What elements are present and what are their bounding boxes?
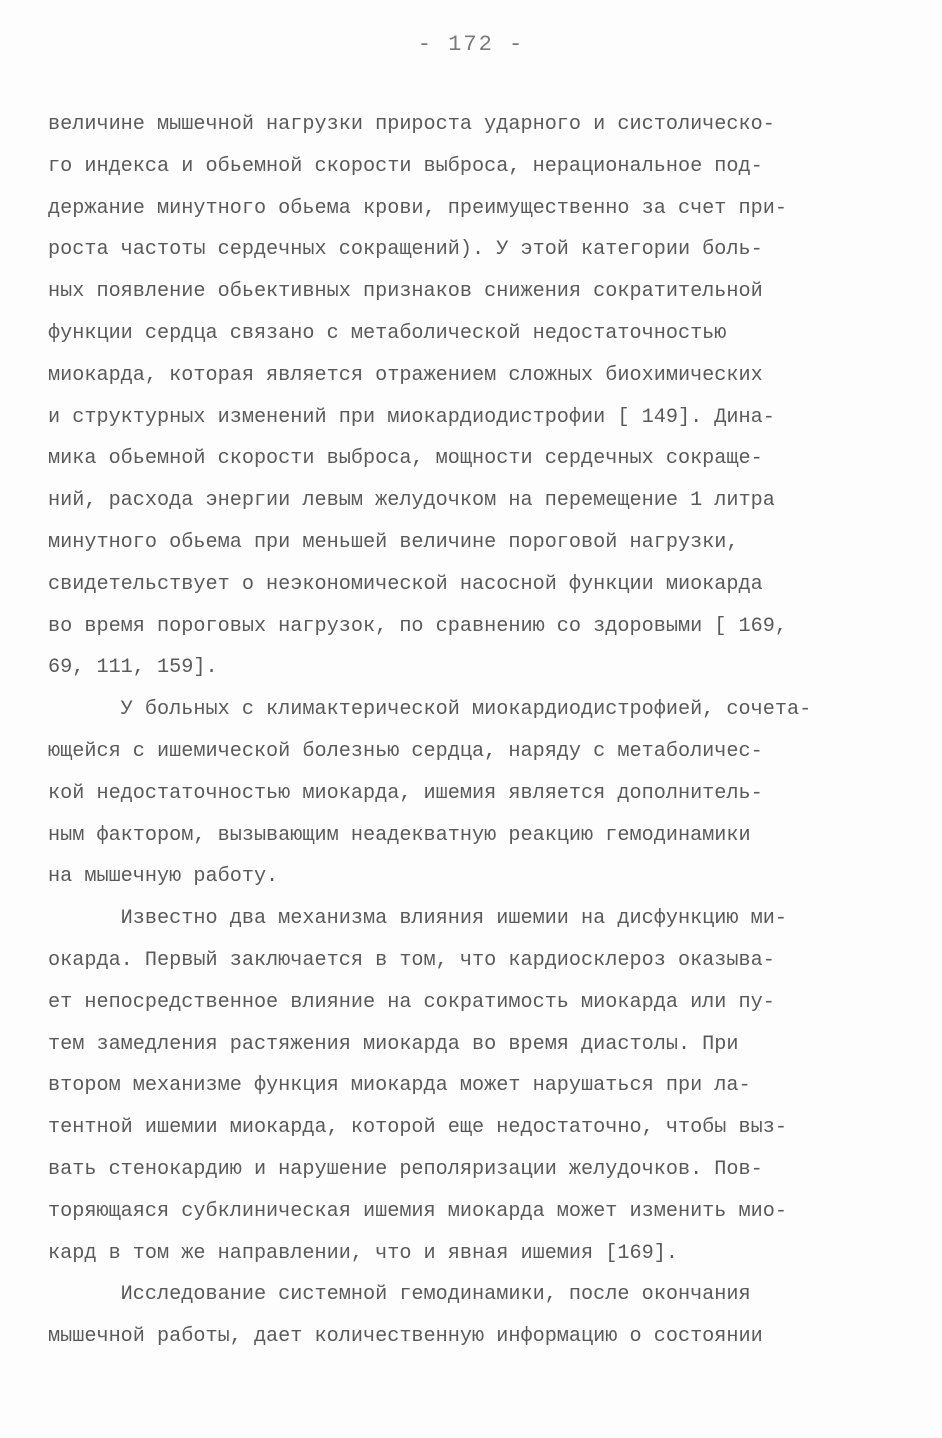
- text-line: минутного обьема при меньшей величине пороговой нагрузки,: [48, 530, 739, 554]
- text-line: во время пороговых нагрузок, по сравнению со здоровыми [ 169,: [48, 614, 787, 638]
- text-line: кард в том же направлении, что и явная ишемия [169].: [48, 1241, 678, 1265]
- text-line: и структурных изменений при миокардиодистрофии [ 149]. Дина-: [48, 405, 775, 429]
- text-line: миокарда, которая является отражением сложных биохимических: [48, 363, 763, 387]
- text-line: окарда. Первый заключается в том, что кардиосклероз оказыва-: [48, 948, 775, 972]
- text-line: втором механизме функция миокарда может нарушаться при ла-: [48, 1074, 751, 1098]
- text-line: свидетельствует о неэкономической насосной функции миокарда: [48, 572, 763, 596]
- text-line: кой недостаточностью миокарда, ишемия является дополнитель-: [48, 781, 763, 805]
- text-line: тентной ишемии миокарда, которой еще недостаточно, чтобы выз-: [48, 1116, 787, 1140]
- text-line: ет непосредственное влияние на сократимость миокарда или пу-: [48, 990, 775, 1014]
- text-line: ющейся с ишемической болезнью сердца, наряду с метаболичес-: [48, 739, 763, 763]
- text-line: вать стенокардию и нарушение реполяризации желудочков. Пов-: [48, 1157, 763, 1181]
- text-line: У больных с климактерической миокардиодистрофией, сочета-: [48, 698, 812, 722]
- text-line: держание минутного обьема крови, преимущественно за счет при-: [48, 196, 787, 220]
- text-line: 69, 111, 159].: [48, 656, 218, 680]
- text-line: ний, расхода энергии левым желудочком на перемещение 1 литра: [48, 489, 775, 513]
- text-line: Исследование системной гемодинамики, после окончания: [48, 1283, 751, 1307]
- text-line: мика обьемной скорости выброса, мощности сердечных сокраще-: [48, 447, 763, 471]
- text-line: величине мышечной нагрузки прироста ударного и систолическо-: [48, 113, 775, 136]
- text-line: мышечной работы, дает количественную информацию о состоянии: [48, 1325, 763, 1349]
- text-line: торяющаяся субклиническая ишемия миокарда может изменить мио-: [48, 1199, 787, 1223]
- text-line: функции сердца связано с метаболической недостаточностью: [48, 321, 727, 345]
- text-line: на мышечную работу.: [48, 865, 279, 889]
- text-line: Известно два механизма влияния ишемии на дисфункцию ми-: [48, 907, 787, 931]
- text-line: тем замедления растяжения миокарда во время диастолы. При: [48, 1032, 739, 1056]
- body-text: [48, 104, 898, 1358]
- text-line: ным фактором, вызывающим неадекватную реакцию гемодинамики: [48, 823, 751, 847]
- text-line: роста частоты сердечных сокращений). У этой категории боль-: [48, 238, 763, 262]
- page-number: - 172 -: [417, 32, 525, 57]
- text-line: ных появление обьективных признаков снижения сократительной: [48, 280, 763, 304]
- text-line: го индекса и обьемной скорости выброса, нерациональное под-: [48, 154, 763, 178]
